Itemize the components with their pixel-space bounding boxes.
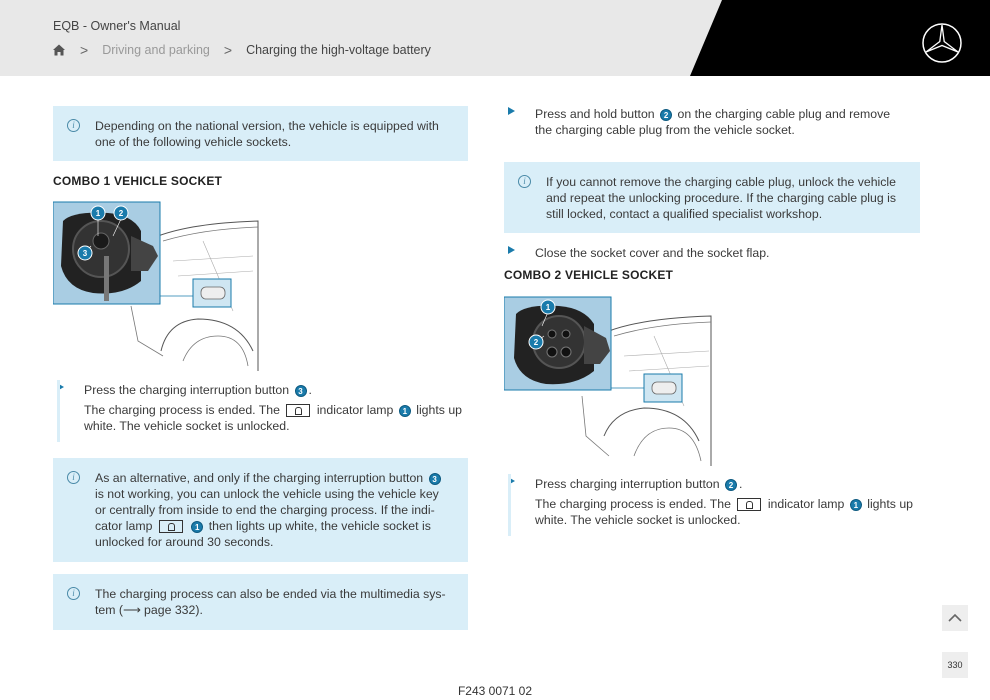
info-icon: i xyxy=(67,471,80,484)
info-text: If you cannot remove the charging cable plug, unlock the vehicle and repeat the unlocking procedure. If the charging cable plug is still locked, contact a qualified specialist workshop. xyxy=(546,175,897,221)
step-result: The charging process is ended. The indicator lamp 1 lights up white. The vehicle socket is unlocked. xyxy=(84,402,468,434)
step-remove-cable-plug: Press and hold button 2 on the charging cable plug and remove the charging cable plug from the vehicle socket. xyxy=(504,106,904,138)
callout-1 xyxy=(541,300,555,314)
info-box-alternative-unlock: i As an alternative, and only if the charging interruption button 3 is not working, you can unlock the vehicle using the vehicle key or centrally from inside to end the charging process. If the indi-cator lamp 1 then lights up white, the vehicle socket is unlocked for around 30 seconds. xyxy=(53,458,468,562)
breadcrumb-link-driving[interactable]: Driving and parking xyxy=(102,43,210,57)
info-box-cable-locked xyxy=(504,162,920,233)
callout-3 xyxy=(78,246,92,260)
header-bar xyxy=(0,0,990,76)
number-badge: 1 xyxy=(191,521,203,533)
chevron-right-icon: > xyxy=(223,42,233,58)
step-close-socket-cover: Close the socket cover and the socket flap. xyxy=(504,245,904,261)
svg-text:2: 2 xyxy=(533,338,539,347)
info-box-multimedia xyxy=(53,574,468,630)
number-badge: 3 xyxy=(429,473,441,485)
figure-reference-code: F243 0071 02 xyxy=(457,684,533,698)
step-arrow-icon xyxy=(508,246,515,254)
breadcrumb-current: Charging the high-voltage battery xyxy=(246,43,431,57)
step-result: The charging process is ended. The indicator lamp 1 lights up white. The vehicle socket is unlocked. xyxy=(535,496,914,528)
chevron-up-icon xyxy=(948,613,962,623)
callout-2 xyxy=(529,335,543,349)
number-badge: 2 xyxy=(660,109,672,121)
page-number: 330 xyxy=(942,652,968,678)
step-press-interruption-button-combo2: Press charging interruption button 2 . The charging process is ended. The indicator lamp 1 lights up white. The vehicle socket is unlocked. xyxy=(504,476,914,528)
info-text[interactable]: The charging process can also be ended via the multimedia sys-tem (⟶ page 332). xyxy=(95,587,446,617)
combo2-socket-figure xyxy=(504,296,714,466)
step-indicator-bar xyxy=(57,380,60,442)
mercedes-star-logo-icon xyxy=(921,22,963,64)
svg-text:1: 1 xyxy=(95,209,101,218)
info-icon: i xyxy=(67,587,80,600)
number-badge: 1 xyxy=(399,405,411,417)
info-box-socket-version xyxy=(53,106,468,161)
number-badge: 3 xyxy=(295,385,307,397)
callout-1 xyxy=(91,206,105,220)
section-heading-combo2: COMBO 2 VEHICLE SOCKET xyxy=(504,268,674,282)
info-icon: i xyxy=(67,119,80,132)
callout-2 xyxy=(114,206,128,220)
number-badge: 2 xyxy=(725,479,737,491)
step-indicator-bar xyxy=(508,474,511,536)
chevron-right-icon: > xyxy=(80,42,89,58)
info-icon: i xyxy=(518,175,531,188)
combo1-socket-figure xyxy=(53,201,263,371)
unlock-lamp-icon xyxy=(159,520,183,533)
svg-text:1: 1 xyxy=(545,303,551,312)
home-icon[interactable] xyxy=(52,43,66,57)
number-badge: 1 xyxy=(850,499,862,511)
step-arrow-icon xyxy=(508,107,515,115)
unlock-lamp-icon xyxy=(286,404,310,417)
breadcrumb xyxy=(52,42,431,58)
manual-title: EQB - Owner's Manual xyxy=(53,19,181,33)
svg-text:3: 3 xyxy=(82,249,88,258)
svg-text:2: 2 xyxy=(118,209,124,218)
scroll-to-top-button[interactable] xyxy=(942,605,968,631)
step-press-interruption-button: Press the charging interruption button 3 . The charging process is ended. The indicator lamp 1 lights up white. The vehicle socket is unlocked. xyxy=(53,382,468,434)
section-heading-combo1: COMBO 1 VEHICLE SOCKET xyxy=(53,174,223,188)
info-text: Depending on the national version, the vehicle is equipped with one of the following vehicle sockets. xyxy=(95,119,439,149)
unlock-lamp-icon xyxy=(737,498,761,511)
